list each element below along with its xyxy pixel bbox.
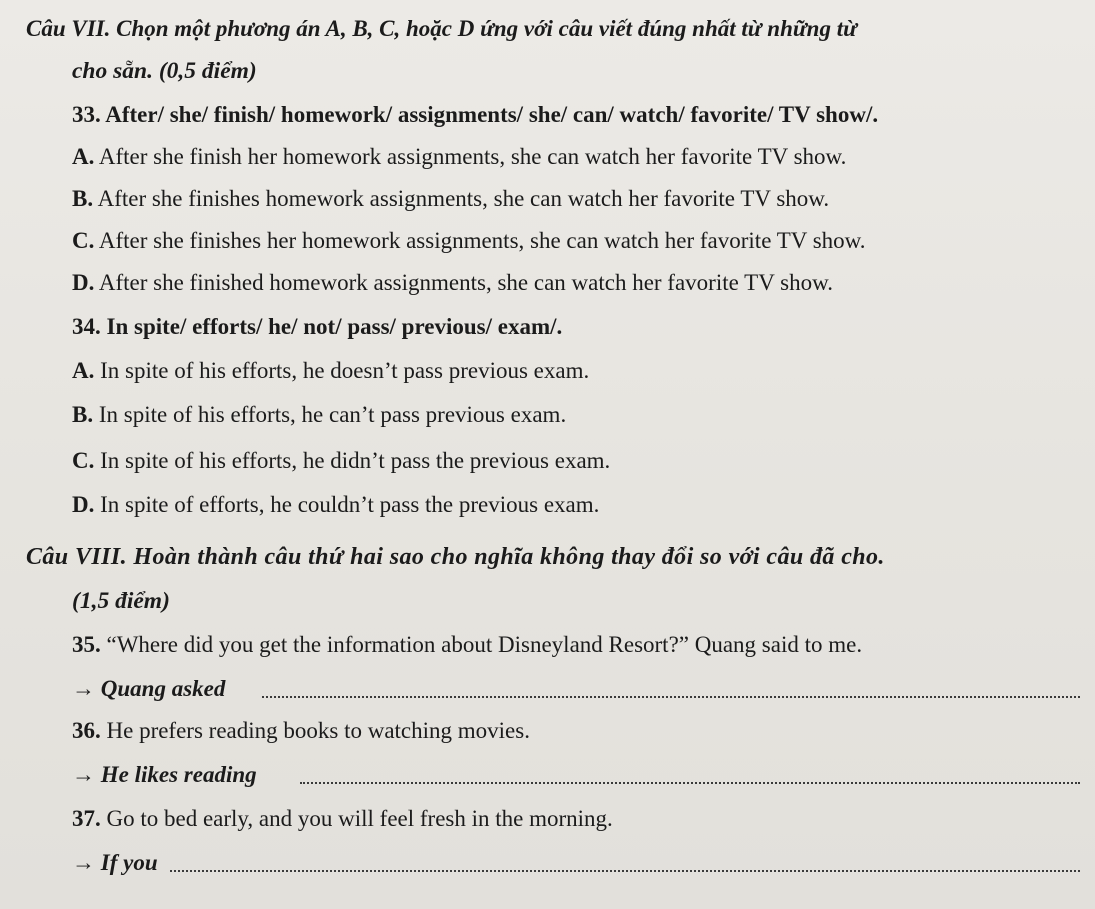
option-text: In spite of efforts, he couldn’t pass the previous exam. bbox=[100, 492, 600, 517]
option-text: In spite of his efforts, he can’t pass previous exam. bbox=[98, 402, 567, 427]
question-36 bbox=[72, 716, 530, 746]
option-letter: B. bbox=[72, 186, 94, 211]
question-33-option-c bbox=[72, 226, 866, 256]
question-34-option-c bbox=[72, 446, 610, 476]
question-33-prompt: 33. After/ she/ finish/ homework/ assignments/ she/ can/ watch/ favorite/ TV show/. bbox=[72, 102, 879, 127]
question-33-option-d bbox=[72, 268, 833, 298]
question-37-answer-blank[interactable] bbox=[170, 870, 1080, 872]
question-33-option-a bbox=[72, 142, 846, 172]
option-text: After she finishes homework assignments, she can watch her favorite TV show. bbox=[97, 186, 830, 211]
question-text: “Where did you get the information about Disneyland Resort?” Quang said to me. bbox=[106, 632, 863, 657]
option-letter: C. bbox=[72, 228, 95, 253]
section-8-subtitle: (1,5 điểm) bbox=[72, 588, 170, 614]
section-7-title: Câu VII. Chọn một phương án A, B, C, hoặc D ứng với câu viết đúng nhất từ những từ bbox=[26, 16, 857, 41]
question-34-option-a bbox=[72, 356, 589, 386]
question-text: Go to bed early, and you will feel fresh in the morning. bbox=[106, 806, 613, 831]
option-letter: C. bbox=[72, 448, 95, 473]
option-text: In spite of his efforts, he doesn’t pass previous exam. bbox=[100, 358, 590, 383]
option-text: After she finish her homework assignments, she can watch her favorite TV show. bbox=[98, 144, 847, 169]
option-letter: B. bbox=[72, 402, 94, 427]
question-text: He prefers reading books to watching movies. bbox=[106, 718, 530, 743]
question-34-prompt: 34. In spite/ efforts/ he/ not/ pass/ previous/ exam/. bbox=[72, 314, 563, 339]
question-35-answer-lead: → Quang asked bbox=[72, 676, 226, 701]
option-text: After she finished homework assignments, she can watch her favorite TV show. bbox=[98, 270, 833, 295]
section-7-subtitle: cho sẵn. (0,5 điểm) bbox=[72, 58, 257, 84]
option-letter: D. bbox=[72, 492, 95, 517]
option-letter: A. bbox=[72, 358, 95, 383]
question-37-answer-lead: → If you bbox=[72, 850, 158, 875]
question-36-answer-blank[interactable] bbox=[300, 782, 1080, 784]
option-letter: A. bbox=[72, 144, 95, 169]
question-35-answer-blank[interactable] bbox=[262, 696, 1080, 698]
question-number: 35. bbox=[72, 632, 101, 657]
question-34-option-b bbox=[72, 400, 566, 430]
question-36-answer-lead: → He likes reading bbox=[72, 762, 257, 787]
question-34-option-d bbox=[72, 490, 599, 520]
section-8-title: Câu VIII. Hoàn thành câu thứ hai sao cho nghĩa không thay đổi so với câu đã cho. bbox=[26, 544, 885, 570]
option-letter: D. bbox=[72, 270, 95, 295]
question-37 bbox=[72, 804, 613, 834]
question-35 bbox=[72, 630, 862, 660]
option-text: After she finishes her homework assignments, she can watch her favorite TV show. bbox=[98, 228, 866, 253]
question-33-option-b bbox=[72, 184, 829, 214]
question-number: 36. bbox=[72, 718, 101, 743]
option-text: In spite of his efforts, he didn’t pass the previous exam. bbox=[100, 448, 611, 473]
question-number: 37. bbox=[72, 806, 101, 831]
